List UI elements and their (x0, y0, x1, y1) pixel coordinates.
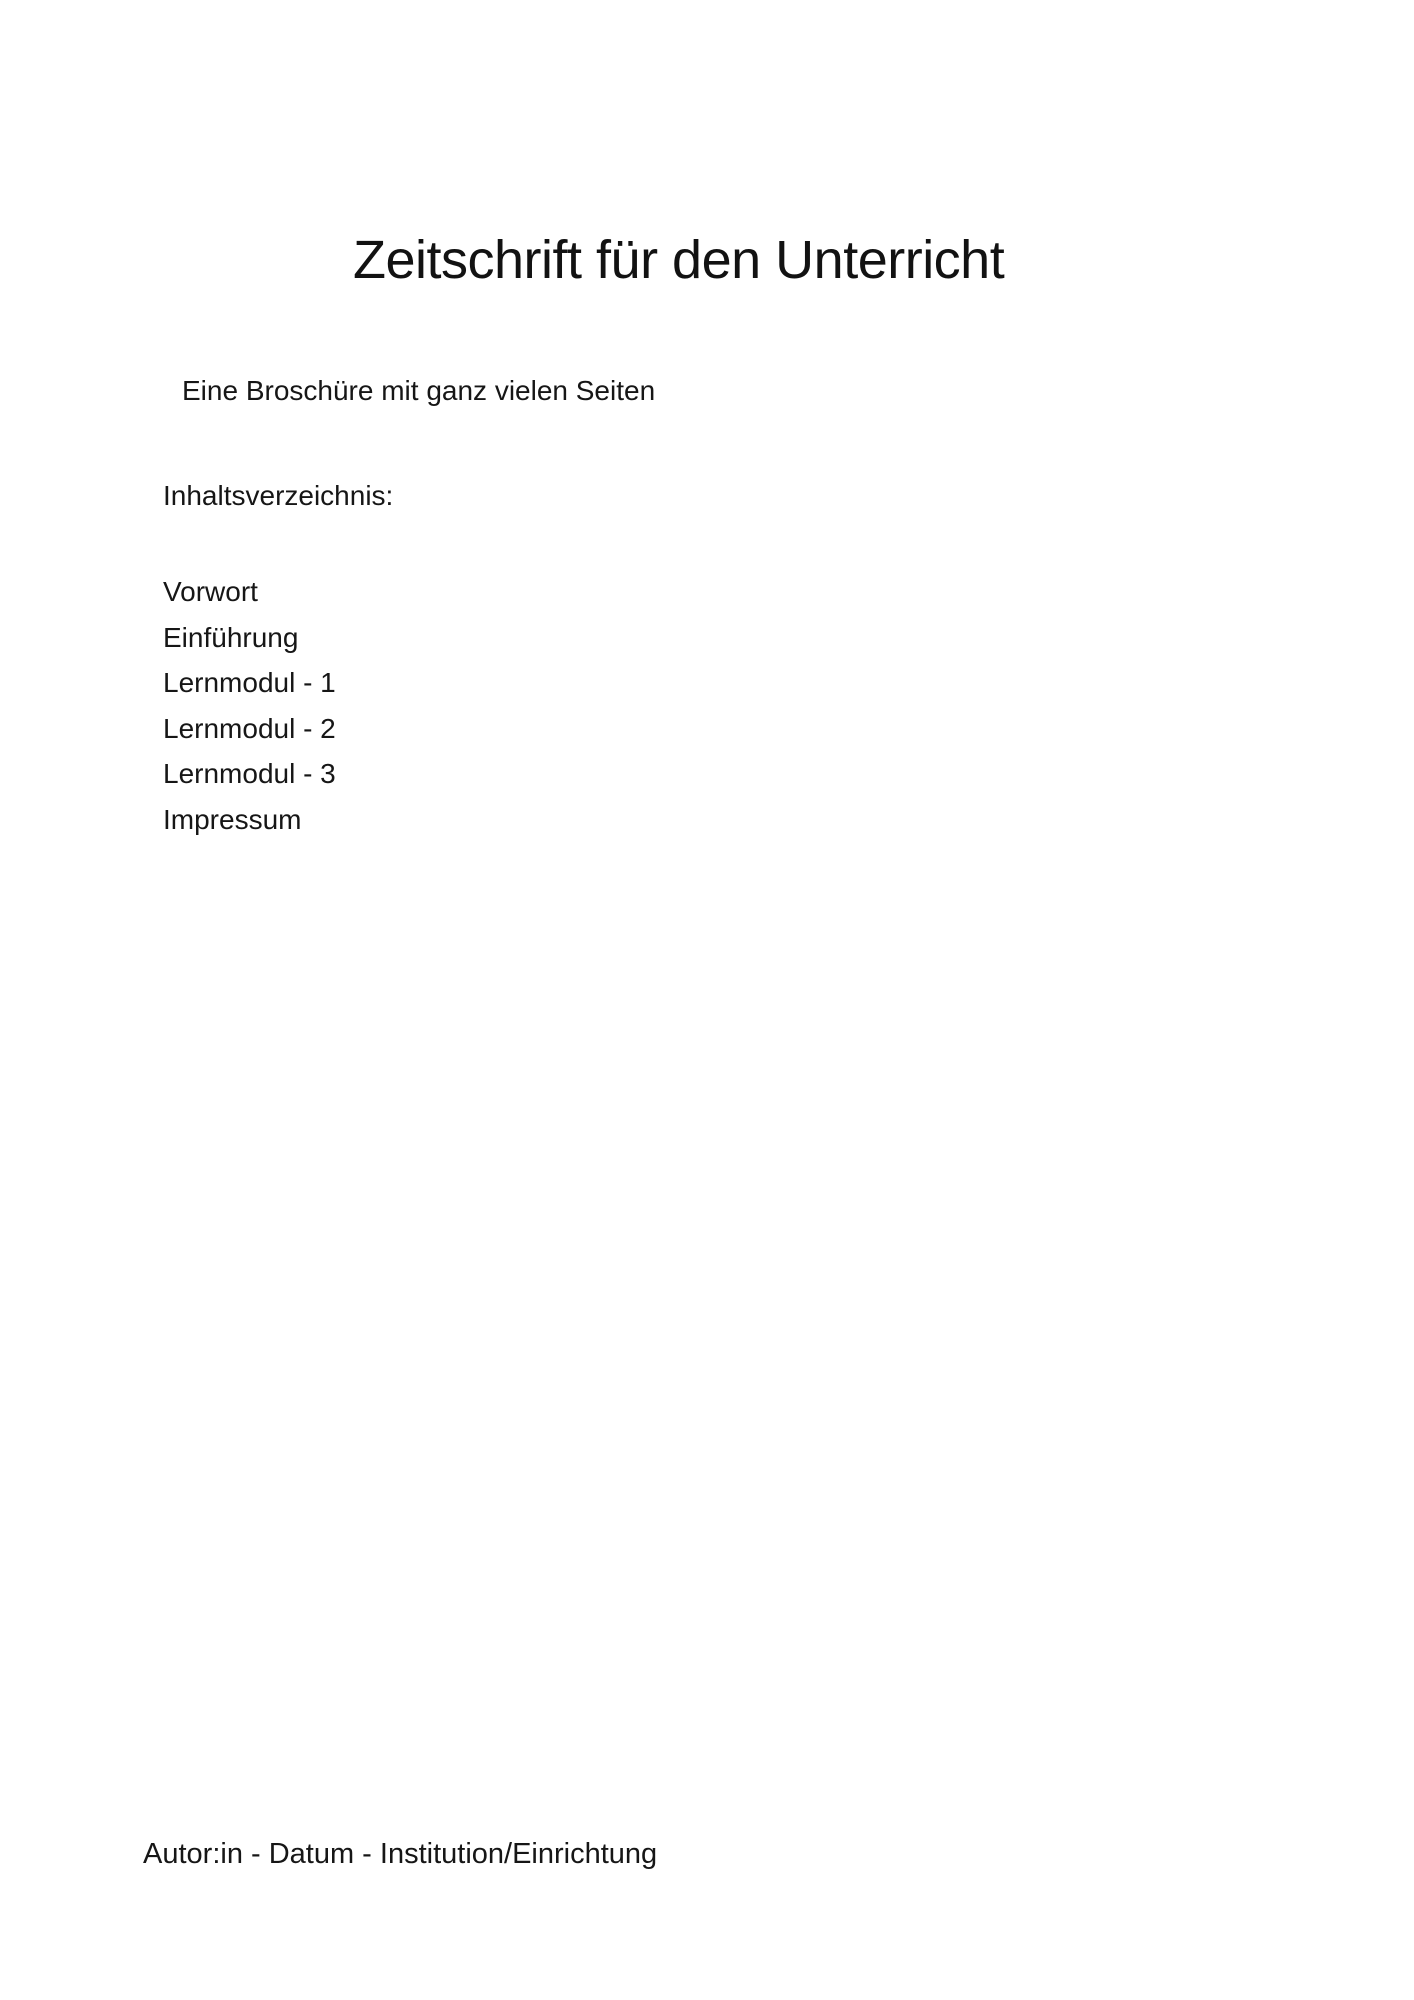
page-subtitle: Eine Broschüre mit ganz vielen Seiten (182, 375, 656, 406)
toc-item-lernmodul-2: Lernmodul - 2 (163, 712, 336, 744)
toc-heading: Inhaltsverzeichnis: (163, 480, 394, 511)
toc-item-lernmodul-1: Lernmodul - 1 (163, 667, 336, 699)
toc-list (163, 569, 336, 843)
toc-item-lernmodul-3: Lernmodul - 3 (163, 758, 336, 790)
toc-item-einfuehrung: Einführung (163, 621, 299, 653)
page-title: Zeitschrift für den Unterricht (353, 230, 1005, 290)
toc-item-impressum: Impressum (163, 803, 302, 835)
toc-item-vorwort: Vorwort (163, 576, 258, 607)
author-date-institution-line: Autor:in - Datum - Institution/Einrichtung (143, 1838, 658, 1870)
